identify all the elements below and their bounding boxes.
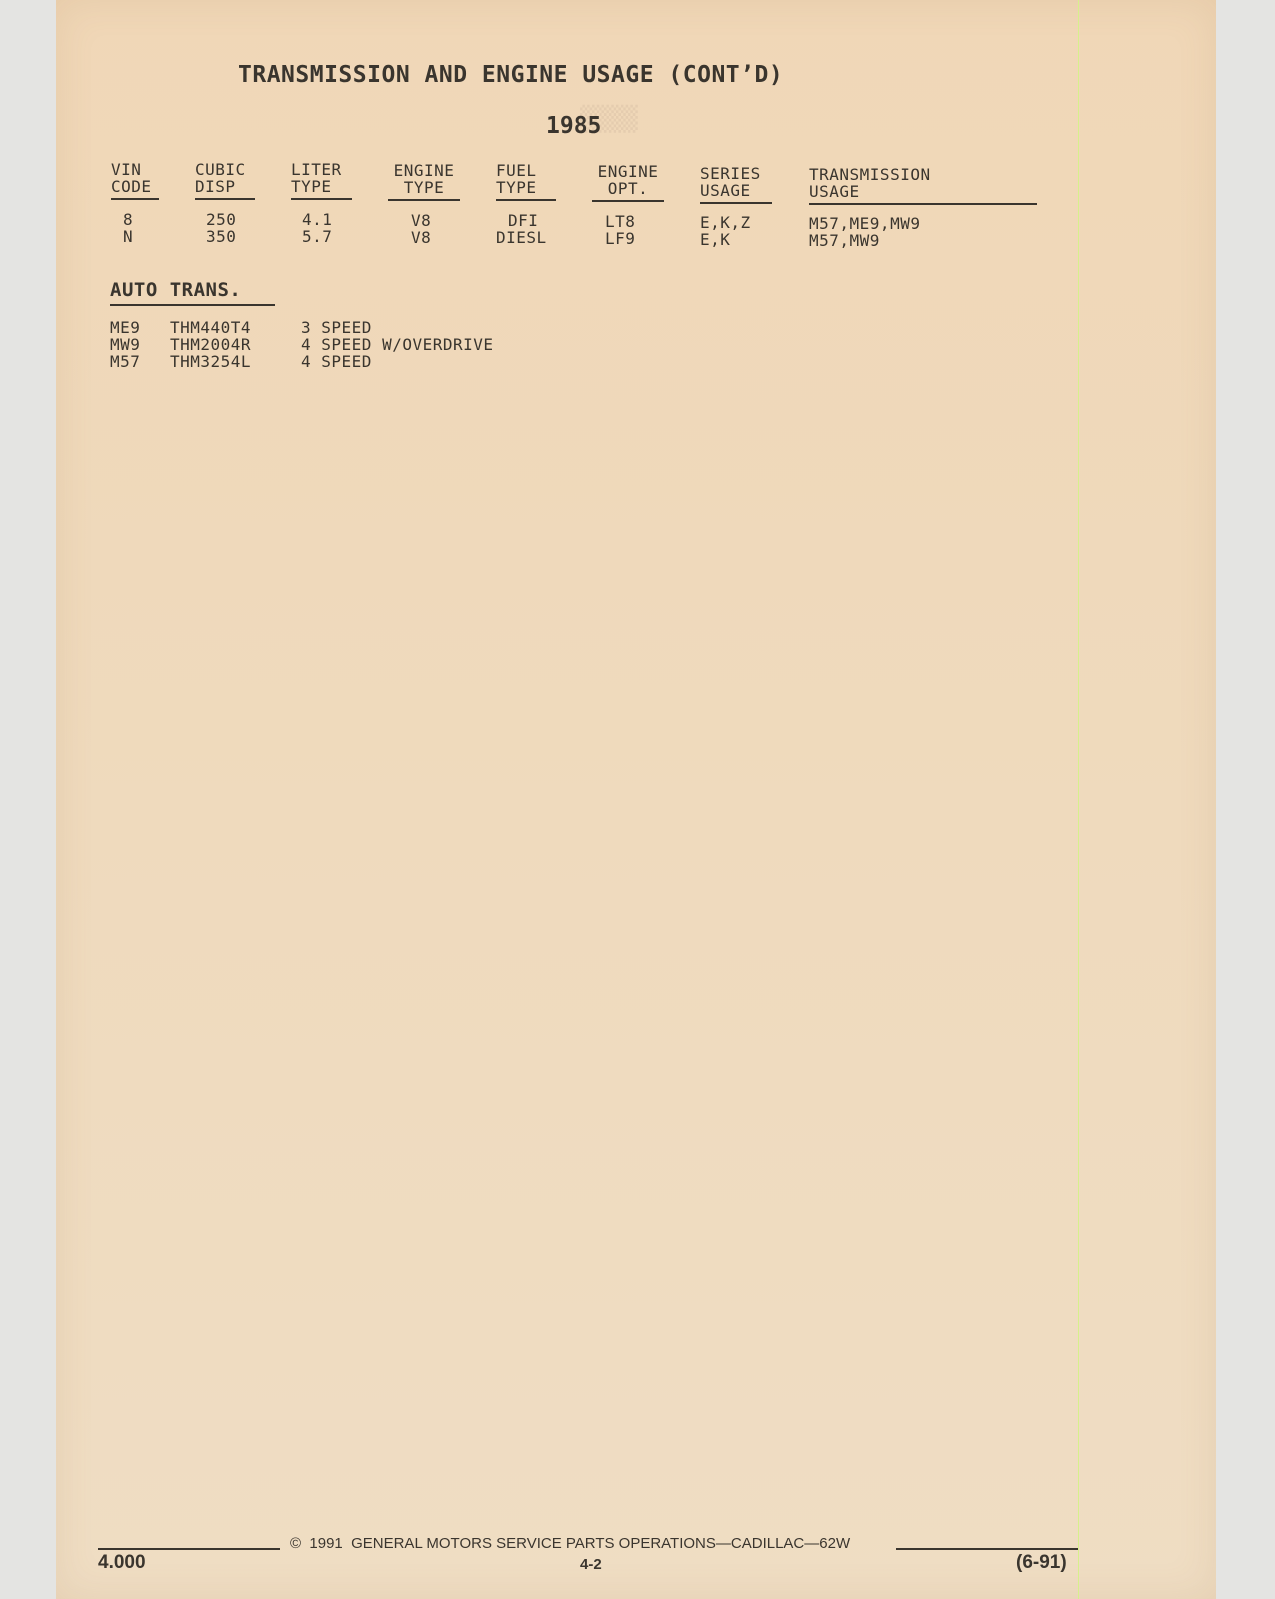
trans-code: ME9	[110, 318, 141, 337]
header-engine-type	[388, 162, 460, 201]
trans-model: THM2004R	[170, 335, 252, 354]
page-title: TRANSMISSION AND ENGINE USAGE (CONT’D)	[238, 62, 784, 88]
cell-fuel-type: DIESL	[496, 228, 547, 247]
cell-engine-type: V8	[411, 211, 432, 230]
trans-code: MW9	[110, 335, 141, 354]
cell-engine-opt: LF9	[605, 229, 636, 248]
footer-section-number: 4.000	[98, 1552, 146, 1573]
header-line1: LITER	[291, 160, 342, 179]
header-series-usage	[700, 165, 772, 204]
trans-model: THM3254L	[170, 352, 252, 371]
header-line2: OPT.	[607, 179, 649, 198]
list-item	[110, 319, 372, 336]
header-underline	[291, 198, 352, 200]
header-line2: TYPE	[496, 178, 537, 197]
cell-cubic-disp: 250	[206, 210, 237, 229]
cell-cubic-disp: 350	[206, 227, 237, 246]
list-item	[110, 336, 494, 353]
header-underline	[809, 203, 1037, 205]
auto-trans-underline	[110, 304, 275, 306]
cell-transmission-usage: M57,ME9,MW9	[809, 214, 921, 233]
cell-series-usage: E,K	[700, 230, 731, 249]
footer-rule-right	[896, 1548, 1078, 1550]
list-item	[110, 353, 372, 370]
header-line2: USAGE	[700, 181, 751, 200]
cell-engine-type: V8	[411, 228, 432, 247]
header-line2: USAGE	[809, 182, 860, 201]
footer-date: (6-91)	[1016, 1552, 1067, 1573]
header-line1: ENGINE	[393, 161, 455, 180]
trans-speed: 4 SPEED W/OVERDRIVE	[301, 335, 494, 354]
header-fuel-type	[496, 162, 556, 201]
auto-trans-heading: AUTO TRANS.	[110, 279, 242, 301]
header-line1: ENGINE	[597, 162, 659, 181]
header-line1: TRANSMISSION	[809, 165, 931, 184]
cell-liter-type: 4.1	[302, 210, 333, 229]
bleed-through: ▒▒▒▒	[580, 105, 638, 133]
header-line1: FUEL	[496, 161, 537, 180]
header-vin-code	[111, 161, 159, 200]
header-line2: TYPE	[403, 178, 445, 197]
header-underline	[111, 198, 159, 200]
header-line1: SERIES	[700, 164, 761, 183]
header-line2: DISP	[195, 177, 236, 196]
header-underline	[496, 199, 556, 201]
header-cubic-disp	[195, 161, 255, 200]
header-underline	[592, 200, 664, 202]
cell-series-usage: E,K,Z	[700, 213, 751, 232]
header-transmission-usage	[809, 166, 1037, 205]
header-underline	[388, 199, 460, 201]
footer-rule-left	[98, 1548, 280, 1550]
trans-speed: 3 SPEED	[301, 318, 372, 337]
cell-liter-type: 5.7	[302, 227, 333, 246]
scan-edge-line	[1078, 0, 1079, 1599]
header-line1: VIN	[111, 160, 142, 179]
header-underline	[195, 198, 255, 200]
footer-copyright: © 1991 GENERAL MOTORS SERVICE PARTS OPERATIONS—CADILLAC—62W	[290, 1535, 851, 1552]
trans-code: M57	[110, 352, 141, 371]
footer-page-number: 4-2	[580, 1556, 602, 1573]
header-engine-opt	[592, 163, 664, 202]
cell-engine-opt: LT8	[605, 212, 636, 231]
trans-model: THM440T4	[170, 318, 252, 337]
cell-vin-code: 8	[123, 210, 134, 229]
header-line2: TYPE	[291, 177, 332, 196]
year-heading: 1985	[546, 113, 602, 139]
header-line2: CODE	[111, 177, 152, 196]
cell-transmission-usage: M57,MW9	[809, 231, 880, 250]
trans-speed: 4 SPEED	[301, 352, 372, 371]
header-underline	[700, 202, 772, 204]
header-line1: CUBIC	[195, 160, 246, 179]
header-liter-type	[291, 161, 352, 200]
cell-fuel-type: DFI	[508, 211, 539, 230]
cell-vin-code: N	[123, 227, 134, 246]
